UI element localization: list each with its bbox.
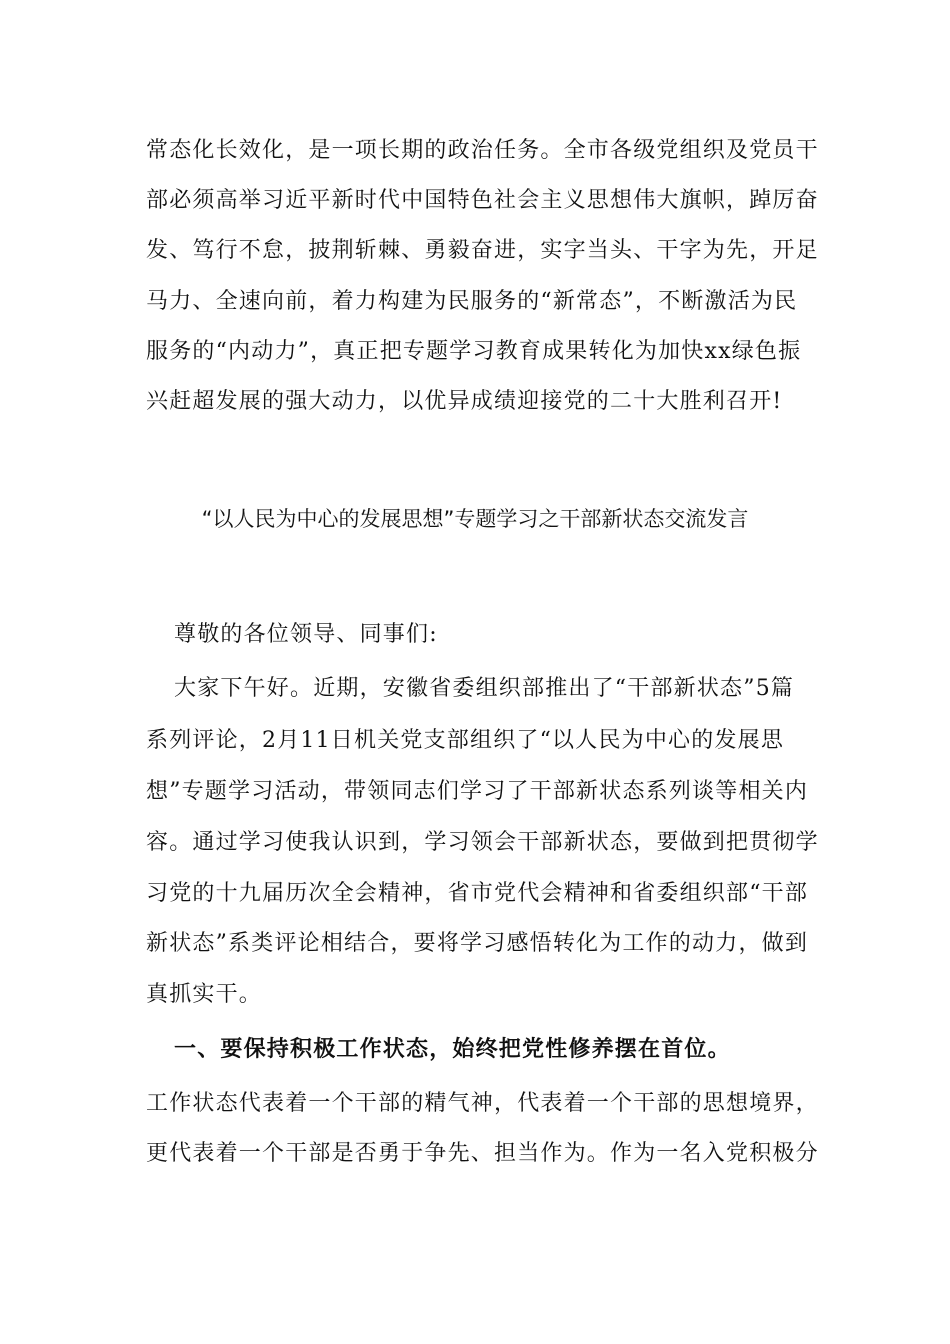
salutation: 尊敬的各位领导、同事们: xyxy=(174,622,438,647)
paragraph-line: 更代表着一个干部是否勇于争先、担当作为。作为一名入党积极分 xyxy=(146,1141,819,1166)
paragraph-line: 想”专题学习活动，带领同志们学习了干部新状态系列谈等相关内 xyxy=(146,779,809,804)
paragraph-line: 习党的十九届历次全会精神，省市党代会精神和省委组织部“干部 xyxy=(146,881,809,906)
paragraph-line: 真抓实干。 xyxy=(146,982,263,1007)
speech-title: “以人民为中心的发展思想”专题学习之干部新状态交流发言 xyxy=(201,507,749,531)
paragraph-line: 发、笃行不怠，披荆斩棘、勇毅奋进，实字当头、干字为先，开足 xyxy=(146,238,819,263)
paragraph-line: 工作状态代表着一个干部的精气神，代表着一个干部的思想境界， xyxy=(146,1091,819,1116)
paragraph-line: 兴赶超发展的强大动力，以优异成绩迎接党的二十大胜利召开! xyxy=(146,389,783,414)
paragraph-line: 部必须高举习近平新时代中国特色社会主义思想伟大旗帜，踔厉奋 xyxy=(146,188,819,213)
paragraph-line: 服务的“内动力”，真正把专题学习教育成果转化为加快xx绿色振 xyxy=(146,339,802,364)
paragraph-line: 常态化长效化，是一项长期的政治任务。全市各级党组织及党员干 xyxy=(146,138,819,163)
paragraph-line: 马力、全速向前，着力构建为民服务的“新常态”，不断激活为民 xyxy=(146,289,798,314)
section-heading: 一、要保持积极工作状态，始终把党性修养摆在首位。 xyxy=(174,1036,731,1062)
paragraph-line: 系列评论，2月11日机关党支部组织了“以人民为中心的发展思 xyxy=(146,728,785,753)
paragraph-line: 大家下午好。近期，安徽省委组织部推出了“干部新状态”5篇 xyxy=(174,676,795,701)
paragraph-line: 容。通过学习使我认识到，学习领会干部新状态，要做到把贯彻学 xyxy=(146,830,819,855)
paragraph-line: 新状态”系类评论相结合，要将学习感悟转化为工作的动力，做到 xyxy=(146,931,809,956)
